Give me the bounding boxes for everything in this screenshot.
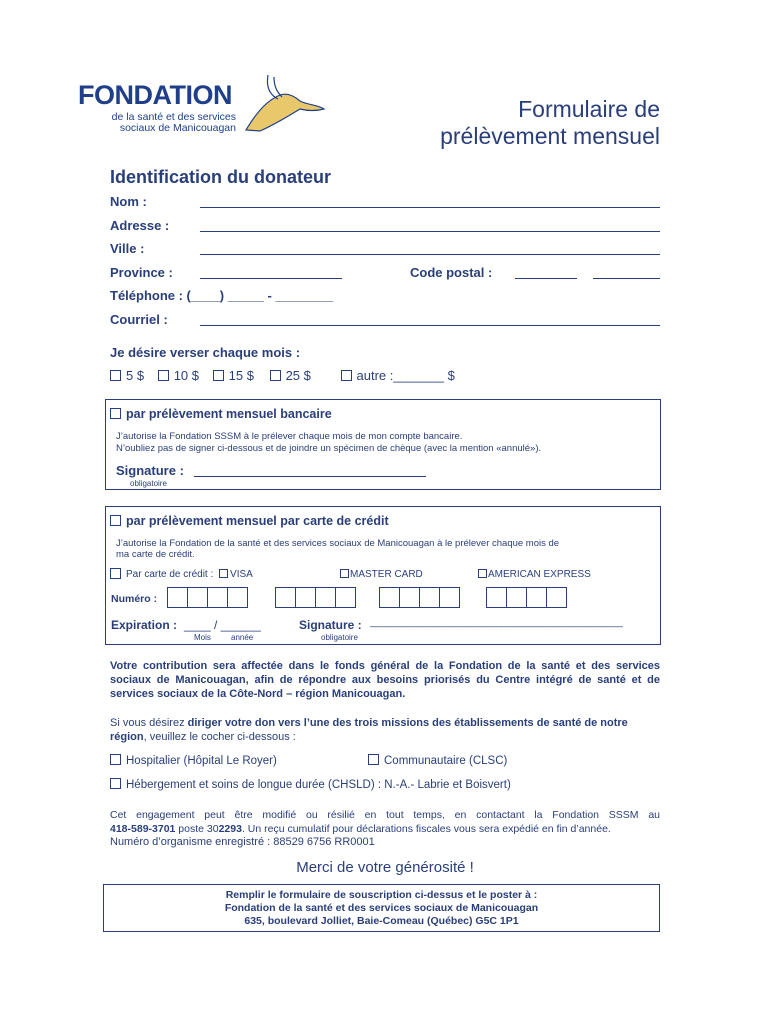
card-signature-field[interactable]: ________________________________________________ — [370, 617, 623, 628]
card-section — [105, 506, 661, 645]
bank-signature-field[interactable] — [194, 476, 426, 477]
card-obligatoire: obligatoire — [321, 633, 358, 642]
digit-box[interactable] — [419, 587, 440, 608]
digit-box[interactable] — [227, 587, 248, 608]
checkbox-icon — [110, 754, 121, 765]
footer-line-2: Fondation de la santé et des services sociaux de Manicouagan — [224, 902, 539, 914]
card-number-group-1[interactable] — [167, 587, 248, 608]
footer-line-1: Remplir le formulaire de souscription ci-dessus et le poster à : — [225, 889, 538, 901]
digit-box[interactable] — [379, 587, 400, 608]
engagement-text: Cet engagement peut être modifié ou résilié en tout temps, en contactant la Fondation SSSM au 418-589-3701 poste 302293. Un reçu cumulatif pour déclarations fiscales vous sera expédié en fin d’année. Numéro d’organisme enregistré : 88529 6756 RR0001 — [110, 809, 660, 848]
option-autre[interactable]: autre :_______ $ — [341, 368, 455, 383]
mission-hebergement[interactable]: Hébergement et soins de longue durée (CHSLD) : N.-A.- Labrie et Boisvert) — [110, 779, 511, 791]
bank-text-1: J’autorise la Fondation SSSM à le prélever chaque mois de mon compte bancaire. — [116, 431, 463, 442]
nom-field[interactable] — [200, 207, 660, 208]
logo-word: FONDATION — [78, 80, 232, 110]
checkbox-icon — [340, 569, 349, 578]
expiration-label: Expiration : — [111, 618, 178, 632]
card-number-group-4[interactable] — [486, 587, 567, 608]
mission-communautaire[interactable]: Communautaire (CLSC) — [368, 755, 507, 767]
telephone-field[interactable]: Téléphone : (____) _____ - ________ — [110, 288, 334, 303]
bank-signature-label: Signature : — [116, 463, 184, 478]
digit-box[interactable] — [295, 587, 316, 608]
digit-box[interactable] — [207, 587, 228, 608]
digit-box[interactable] — [439, 587, 460, 608]
mastercard-option[interactable]: MASTER CARD — [340, 569, 423, 580]
bank-option[interactable]: par prélèvement mensuel bancaire — [110, 407, 332, 421]
digit-box[interactable] — [167, 587, 188, 608]
province-label: Province : — [110, 265, 173, 280]
bank-obligatoire: obligatoire — [130, 479, 167, 488]
code-postal-field-1[interactable] — [515, 278, 577, 279]
identification-heading: Identification du donateur — [110, 167, 331, 187]
checkbox-icon — [110, 408, 121, 419]
bird-logo-icon — [238, 75, 328, 137]
checkbox-icon — [341, 370, 352, 381]
card-text-2: ma carte de crédit. — [116, 549, 195, 560]
checkbox-icon — [213, 370, 224, 381]
digit-box[interactable] — [506, 587, 527, 608]
numero-label: Numéro : — [111, 593, 158, 605]
card-number-group-3[interactable] — [379, 587, 460, 608]
mission-hospitalier[interactable]: Hospitalier (Hôpital Le Royer) — [110, 755, 277, 767]
courriel-field[interactable] — [200, 325, 660, 326]
checkbox-icon — [270, 370, 281, 381]
checkbox-icon — [110, 515, 121, 526]
visa-option[interactable]: VISA — [219, 569, 253, 580]
checkbox-icon — [368, 754, 379, 765]
expiration-field[interactable]: ____ / ______ — [184, 618, 261, 632]
ville-label: Ville : — [110, 241, 145, 256]
card-signature-label: Signature : — [299, 618, 362, 632]
bank-text-2: N’oubliez pas de signer ci-dessous et de joindre un spécimen de chèque (avec la mention «annulé»). — [116, 443, 542, 454]
bank-section — [105, 399, 661, 490]
contribution-text: Votre contribution sera affectée dans le fonds général de la Fondation de la santé et des services sociaux de Manicouagan, afin de répondre aux besoins priorisés du Centre intégré de santé et de services sociaux de la Côte-Nord – région Manicouagan. — [110, 660, 660, 700]
mois-hint: Mois — [194, 633, 211, 642]
merci-text: Merci de votre générosité ! — [296, 859, 474, 876]
courriel-label: Courriel : — [110, 312, 168, 327]
digit-box[interactable] — [526, 587, 547, 608]
option-15[interactable]: 15 $ — [213, 368, 254, 383]
nom-label: Nom : — [110, 194, 147, 209]
ville-field[interactable] — [200, 254, 660, 255]
adresse-label: Adresse : — [110, 218, 170, 233]
card-number-group-2[interactable] — [275, 587, 356, 608]
card-option[interactable]: par prélèvement mensuel par carte de crédit — [110, 514, 389, 528]
option-25[interactable]: 25 $ — [270, 368, 311, 383]
logo-subtitle: de la santé et des services sociaux de Manicouagan — [111, 111, 236, 134]
missions-intro: Si vous désirez diriger votre don vers l’une des trois missions des établissements de santé de notre région, veuillez le cocher ci-dessous : — [110, 717, 628, 743]
card-text-1: J’autorise la Fondation de la santé et des services sociaux de Manicouagan à le prélever chaque mois de — [116, 538, 560, 549]
code-postal-label: Code postal : — [410, 265, 493, 280]
adresse-field[interactable] — [200, 231, 660, 232]
card-type-row: Par carte de crédit : VISA — [110, 569, 253, 580]
amex-option[interactable]: AMERICAN EXPRESS — [478, 569, 591, 580]
option-5[interactable]: 5 $ — [110, 368, 144, 383]
digit-box[interactable] — [546, 587, 567, 608]
checkbox-icon — [110, 370, 121, 381]
digit-box[interactable] — [275, 587, 296, 608]
digit-box[interactable] — [486, 587, 507, 608]
code-postal-field-2[interactable] — [593, 278, 660, 279]
annee-hint: année — [231, 633, 254, 642]
checkbox-icon — [478, 569, 487, 578]
digit-box[interactable] — [315, 587, 336, 608]
donation-heading: Je désire verser chaque mois : — [110, 345, 301, 360]
option-10[interactable]: 10 $ — [158, 368, 199, 383]
province-field[interactable] — [200, 278, 342, 279]
digit-box[interactable] — [335, 587, 356, 608]
logo — [78, 80, 328, 140]
donation-options — [110, 368, 455, 383]
digit-box[interactable] — [399, 587, 420, 608]
footer-line-3: 635, boulevard Jolliet, Baie-Comeau (Québec) G5C 1P1 — [244, 915, 519, 927]
checkbox-icon — [110, 778, 121, 789]
checkbox-icon — [219, 569, 228, 578]
form-title: Formulaire de prélèvement mensuel — [440, 96, 660, 149]
mailing-address-box — [103, 884, 660, 932]
digit-box[interactable] — [187, 587, 208, 608]
checkbox-icon — [158, 370, 169, 381]
checkbox-icon[interactable] — [110, 568, 121, 579]
